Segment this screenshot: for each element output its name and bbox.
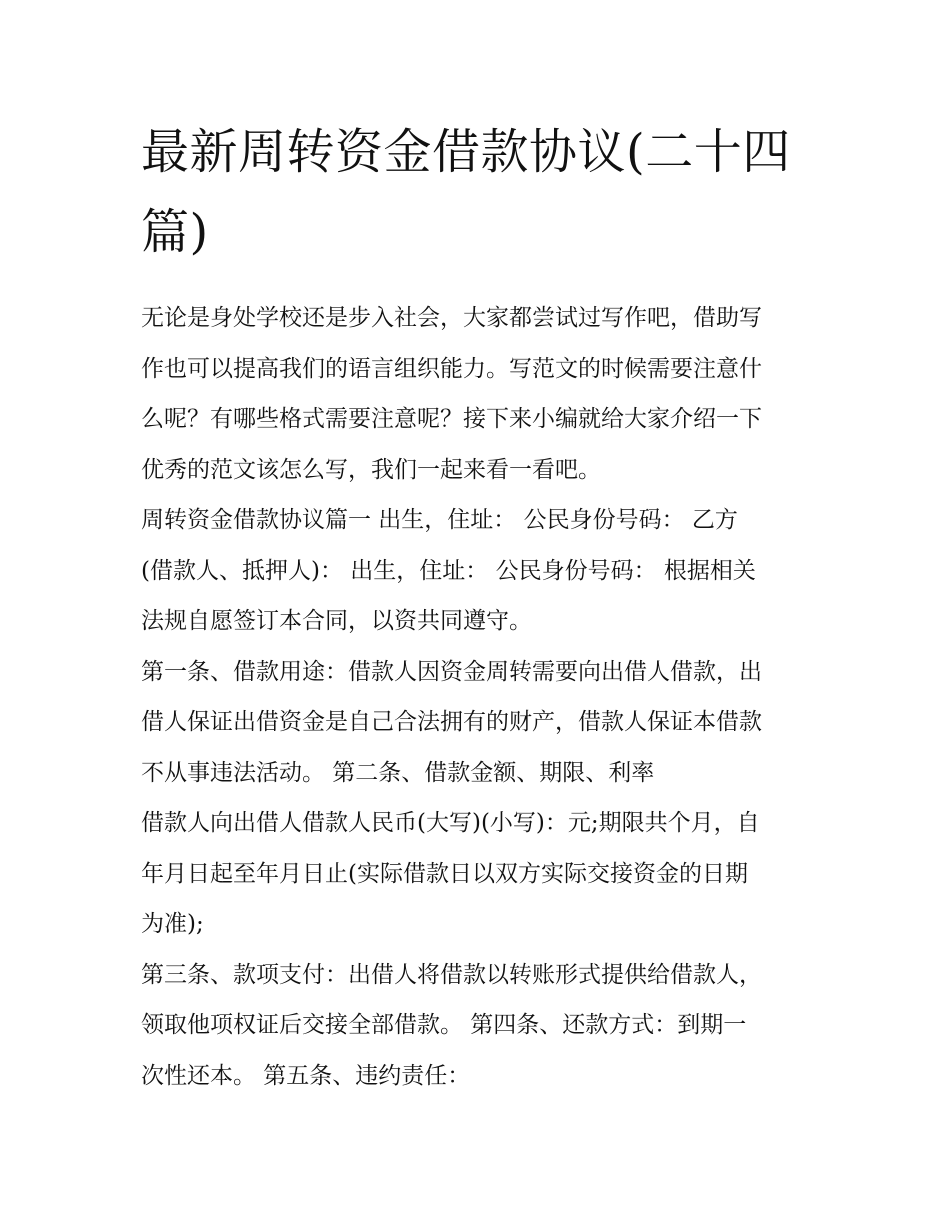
document-title: [141, 112, 813, 272]
intro-paragraph: [141, 293, 813, 495]
text-line: 无论是身处学校还是步入社会，大家都尝试过写作吧，借助写: [141, 305, 762, 331]
text-line: 领取他项权证后交接全部借款。 第四条、还款方式：到期一: [141, 1012, 747, 1038]
text-line: 法规自愿签订本合同，以资共同遵守。: [141, 608, 532, 634]
text-line: 优秀的范文该怎么写，我们一起来看一看吧。: [141, 456, 601, 483]
text-line: (借款人、抵押人)： 出生，住址： 公民身份号码： 根据相关: [141, 557, 756, 584]
text-line: 借款人向出借人借款人民币(大写)(小写)：元;期限共个月，自: [141, 810, 760, 836]
text-line: 作也可以提高我们的语言组织能力。写范文的时候需要注意什: [141, 355, 762, 382]
text-line: 么呢？有哪些格式需要注意呢？接下来小编就给大家介绍一下: [141, 406, 762, 432]
title-line: 最新周转资金借款协议(二十四: [141, 124, 791, 180]
document-page: [141, 112, 813, 1101]
text-line: 次性还本。 第五条、违约责任：: [141, 1062, 471, 1089]
text-line: 周转资金借款协议篇一 出生，住址： 公民身份号码： 乙方: [141, 507, 738, 533]
title-line: 篇): [141, 204, 209, 260]
article-one-paragraph: [141, 647, 813, 799]
text-line: 第三条、款项支付：出借人将借款以转账形式提供给借款人，: [141, 961, 762, 988]
text-line: 为准);: [141, 911, 204, 937]
text-line: 第一条、借款用途：借款人因资金周转需要向出借人借款，出: [141, 658, 762, 685]
text-line: 年月日起至年月日止(实际借款日以双方实际交接资金的日期: [141, 860, 748, 887]
text-line: 借人保证出借资金是自己合法拥有的财产，借款人保证本借款: [141, 709, 762, 735]
parties-paragraph: [141, 495, 813, 647]
text-line: 不从事违法活动。 第二条、借款金额、期限、利率: [141, 759, 655, 786]
article-three-paragraph: [141, 950, 813, 1102]
article-two-paragraph: [141, 798, 813, 950]
